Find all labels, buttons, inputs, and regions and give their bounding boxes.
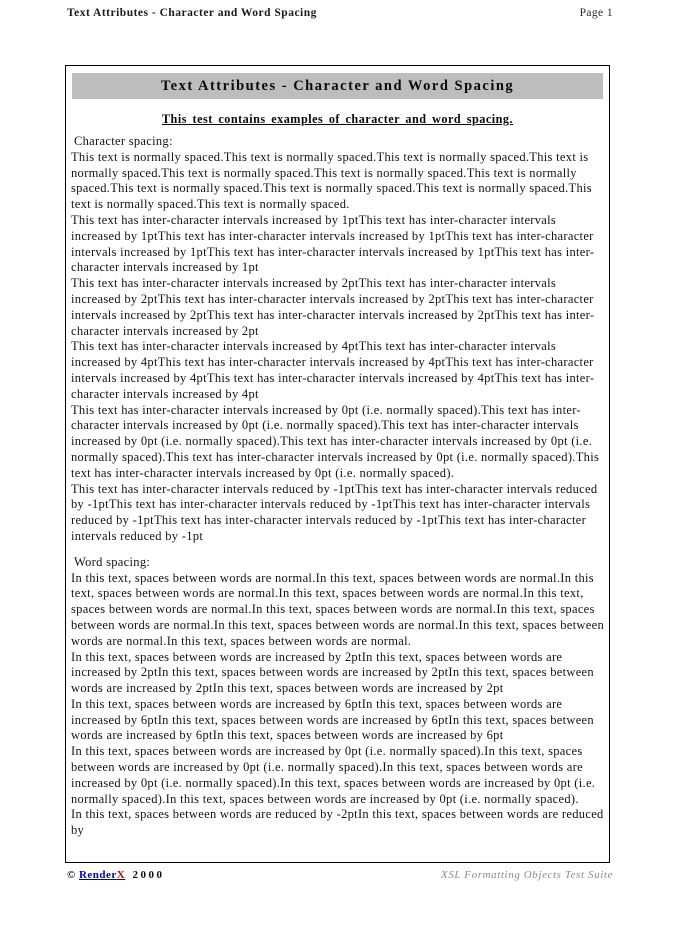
section-character-spacing <box>71 134 605 545</box>
copyright-line <box>67 869 165 881</box>
copyright-year: 2000 <box>132 869 165 881</box>
renderx-link-red-part[interactable]: X <box>116 869 126 881</box>
document-frame <box>65 65 610 863</box>
test-suite-label: XSL Formatting Objects Test Suite <box>441 869 613 881</box>
running-header-title: Text Attributes - Character and Word Spacing <box>67 7 317 19</box>
character-spacing-label: Character spacing: <box>74 134 173 148</box>
char-spacing-paragraph-increased-1pt: This text has inter-character intervals increased by 1ptThis text has inter-character intervals increased by 1ptThis text has inter-character intervals increased by 1ptThis text has inter-character intervals increased by 1ptThis text has inter-character intervals increased by 1ptThis text has inter-character intervals increased by 1pt <box>71 212 595 275</box>
document-title-bar <box>72 73 603 99</box>
word-spacing-label: Word spacing: <box>74 554 151 569</box>
word-spacing-paragraph-increased-0pt: In this text, spaces between words are increased by 0pt (i.e. normally spaced).In this text, spaces between words are increased by 0pt (i.e. normally spaced).In this text, spaces between words are increased by 0pt (i.e. normally spaced).In this text, spaces between words are increased by 0pt (i.e. normally spaced).In this text, spaces between words are increased by 0pt (i.e. normally spaced). <box>71 744 596 806</box>
copyright-symbol: © <box>67 869 76 881</box>
renderx-link-blue-part[interactable]: Render <box>78 869 117 881</box>
char-spacing-paragraph-normal: This text is normally spaced.This text is normally spaced.This text is normally spaced.This text is normally spaced.This text is normally spaced.This text is normally spaced.This text is normally spaced.This text is normally spaced.This text is normally spaced.This text is normally spaced.This text is normally spaced.This text is normally spaced. <box>71 149 592 212</box>
document-content <box>66 127 609 839</box>
char-spacing-paragraph-increased-2pt: This text has inter-character intervals increased by 2ptThis text has inter-character intervals increased by 2ptThis text has inter-character intervals increased by 2ptThis text has inter-character intervals increased by 2ptThis text has inter-character intervals increased by 2ptThis text has inter-character intervals increased by 2pt <box>71 276 595 338</box>
section-word-spacing <box>71 555 605 839</box>
page-header <box>67 7 613 19</box>
char-spacing-paragraph-reduced-1pt: This text has inter-character intervals reduced by -1ptThis text has inter-character intervals reduced by -1ptThis text has inter-character intervals reduced by -1ptThis text has inter-character intervals reduced by -1ptThis text has inter-character intervals reduced by -1ptThis text has inter-character intervals reduced by -1pt <box>71 481 598 543</box>
char-spacing-paragraph-increased-0pt: This text has inter-character intervals increased by 0pt (i.e. normally spaced).This text has inter-character intervals increased by 0pt (i.e. normally spaced).This text has inter-character intervals increased by 0pt (i.e. normally spaced).This text has inter-character intervals increased by 0pt (i.e. normally spaced).This text has inter-character intervals increased by 0pt (i.e. normally spaced).This text has inter-character intervals increased by 0pt (i.e. normally spaced). <box>71 402 600 480</box>
char-spacing-paragraph-increased-4pt: This text has inter-character intervals increased by 4ptThis text has inter-character intervals increased by 4ptThis text has inter-character intervals increased by 4ptThis text has inter-character intervals increased by 4ptThis text has inter-character intervals increased by 4ptThis text has inter-character intervals increased by 4pt <box>71 339 595 401</box>
word-spacing-paragraph-increased-2pt: In this text, spaces between words are increased by 2ptIn this text, spaces between words are increased by 2ptIn this text, spaces between words are increased by 2ptIn this text, spaces between words are increased by 2ptIn this text, spaces between words are increased by 2pt <box>71 649 594 696</box>
word-spacing-paragraph-reduced-2pt: In this text, spaces between words are reduced by -2ptIn this text, spaces between words are reduced by <box>71 807 604 838</box>
document-subtitle: This test contains examples of character and word spacing. <box>161 112 514 126</box>
renderx-link[interactable] <box>79 869 125 881</box>
word-spacing-paragraph-increased-6pt: In this text, spaces between words are increased by 6ptIn this text, spaces between words are increased by 6ptIn this text, spaces between words are increased by 6ptIn this text, spaces between words are increased by 6ptIn this text, spaces between words are increased by 6pt <box>71 696 594 743</box>
document-title: Text Attributes - Character and Word Spacing <box>160 78 515 94</box>
page-number: Page 1 <box>579 7 613 19</box>
page-footer <box>67 869 613 881</box>
word-spacing-paragraph-normal: In this text, spaces between words are normal.In this text, spaces between words are normal.In this text, spaces between words are normal.In this text, spaces between words are normal.In this text, spaces between words are normal.In this text, spaces between words are normal.In this text, spaces between words are normal.In this text, spaces between words are normal.In this text, spaces between words are normal.In this text, spaces between words are normal. <box>71 570 605 648</box>
